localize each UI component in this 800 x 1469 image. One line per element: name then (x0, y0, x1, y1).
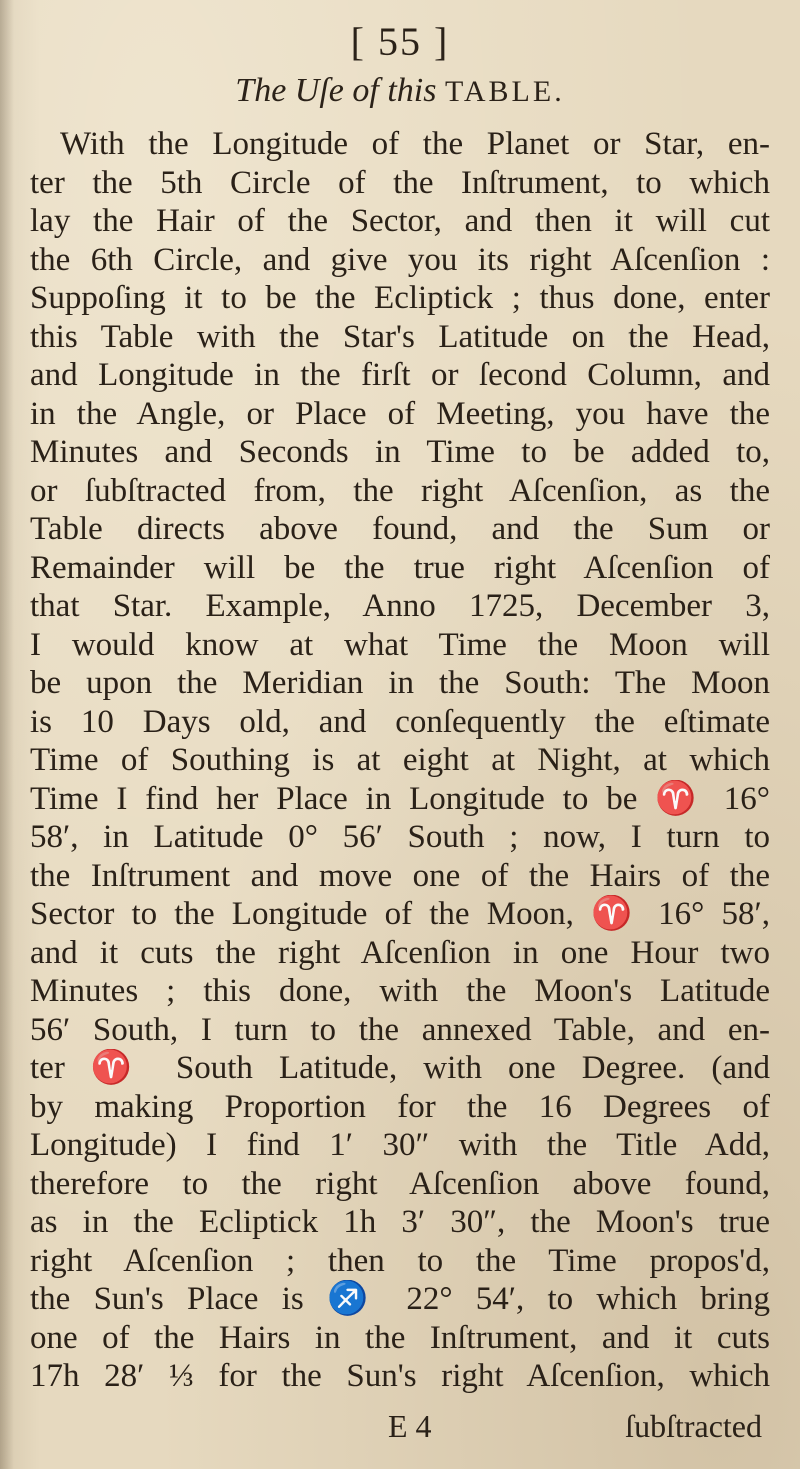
body-text (30, 125, 770, 1396)
text-line: Table directs above found, and the Sum or (30, 511, 770, 547)
text-line: that Star. Example, Anno 1725, December 3, (30, 588, 770, 624)
text-line: the Sun's Place is ♐ 22° 54′, to which bring (30, 1281, 770, 1317)
text-line: Longitude) I find 1′ 30″ with the Title Add, (30, 1127, 770, 1163)
running-title-text: The Uſe of this (235, 72, 445, 109)
text-line: one of the Hairs in the Inſtrument, and it cuts (30, 1319, 770, 1356)
text-line: With the Longitude of the Planet or Star, en- (60, 126, 770, 162)
text-line: Time of Southing is at eight at Night, at which (30, 742, 770, 778)
text-line: I would know at what Time the Moon will (30, 626, 770, 663)
running-title (0, 72, 800, 110)
text-line: or ſubſtracted from, the right Aſcenſion, as the (30, 472, 770, 509)
text-line: and Longitude in the firſt or ſecond Column, and (30, 357, 770, 393)
text-line: Time I find her Place in Longitude to be ♈ 16° (30, 780, 770, 817)
text-line: 56′ South, I turn to the annexed Table, and en- (30, 1011, 770, 1048)
text-line: Minutes and Seconds in Time to be added to, (30, 434, 770, 470)
page-number: [ 55 ] (350, 19, 450, 64)
text-line: as in the Ecliptick 1h 3′ 30″, the Moon's true (30, 1204, 770, 1240)
text-line: 17h 28′ ⅓ for the Sun's right Aſcenſion, which (30, 1358, 770, 1394)
text-line: Suppoſing it to be the Ecliptick ; thus done, enter (30, 280, 770, 316)
text-line: ter ♈ South Latitude, with one Degree. (and (30, 1050, 770, 1086)
text-line: the Inſtrument and move one of the Hairs of the (30, 857, 770, 894)
catchword: ſubſtracted (625, 1408, 762, 1444)
page-edge-shadow (0, 0, 14, 1469)
running-title-caps: TABLE. (444, 75, 565, 108)
text-line: therefore to the right Aſcenſion above found, (30, 1165, 770, 1202)
text-line: is 10 Days old, and conſequently the eſtimate (30, 703, 770, 740)
text-line: the 6th Circle, and give you its right Aſcenſion : (30, 241, 770, 278)
text-line: 58′, in Latitude 0° 56′ South ; now, I turn to (30, 819, 770, 855)
page-footer (0, 1408, 800, 1448)
text-line: right Aſcenſion ; then to the Time propos'd, (30, 1242, 770, 1279)
text-line: Minutes ; this done, with the Moon's Latitude (30, 973, 770, 1009)
text-line: lay the Hair of the Sector, and then it will cut (30, 203, 770, 239)
text-line: by making Proportion for the 16 Degrees of (30, 1088, 770, 1125)
text-line: this Table with the Star's Latitude on the Head, (30, 318, 770, 355)
signature-mark: E 4 (388, 1408, 432, 1444)
text-line: Remainder will be the true right Aſcenſion of (30, 549, 770, 586)
text-line: ter the 5th Circle of the Inſtrument, to which (30, 164, 770, 201)
text-line: Sector to the Longitude of the Moon, ♈ 16° 58′, (30, 896, 770, 932)
text-line: in the Angle, or Place of Meeting, you have the (30, 395, 770, 432)
text-line: be upon the Meridian in the South: The Moon (30, 665, 770, 701)
text-line: and it cuts the right Aſcenſion in one Hour two (30, 934, 770, 971)
